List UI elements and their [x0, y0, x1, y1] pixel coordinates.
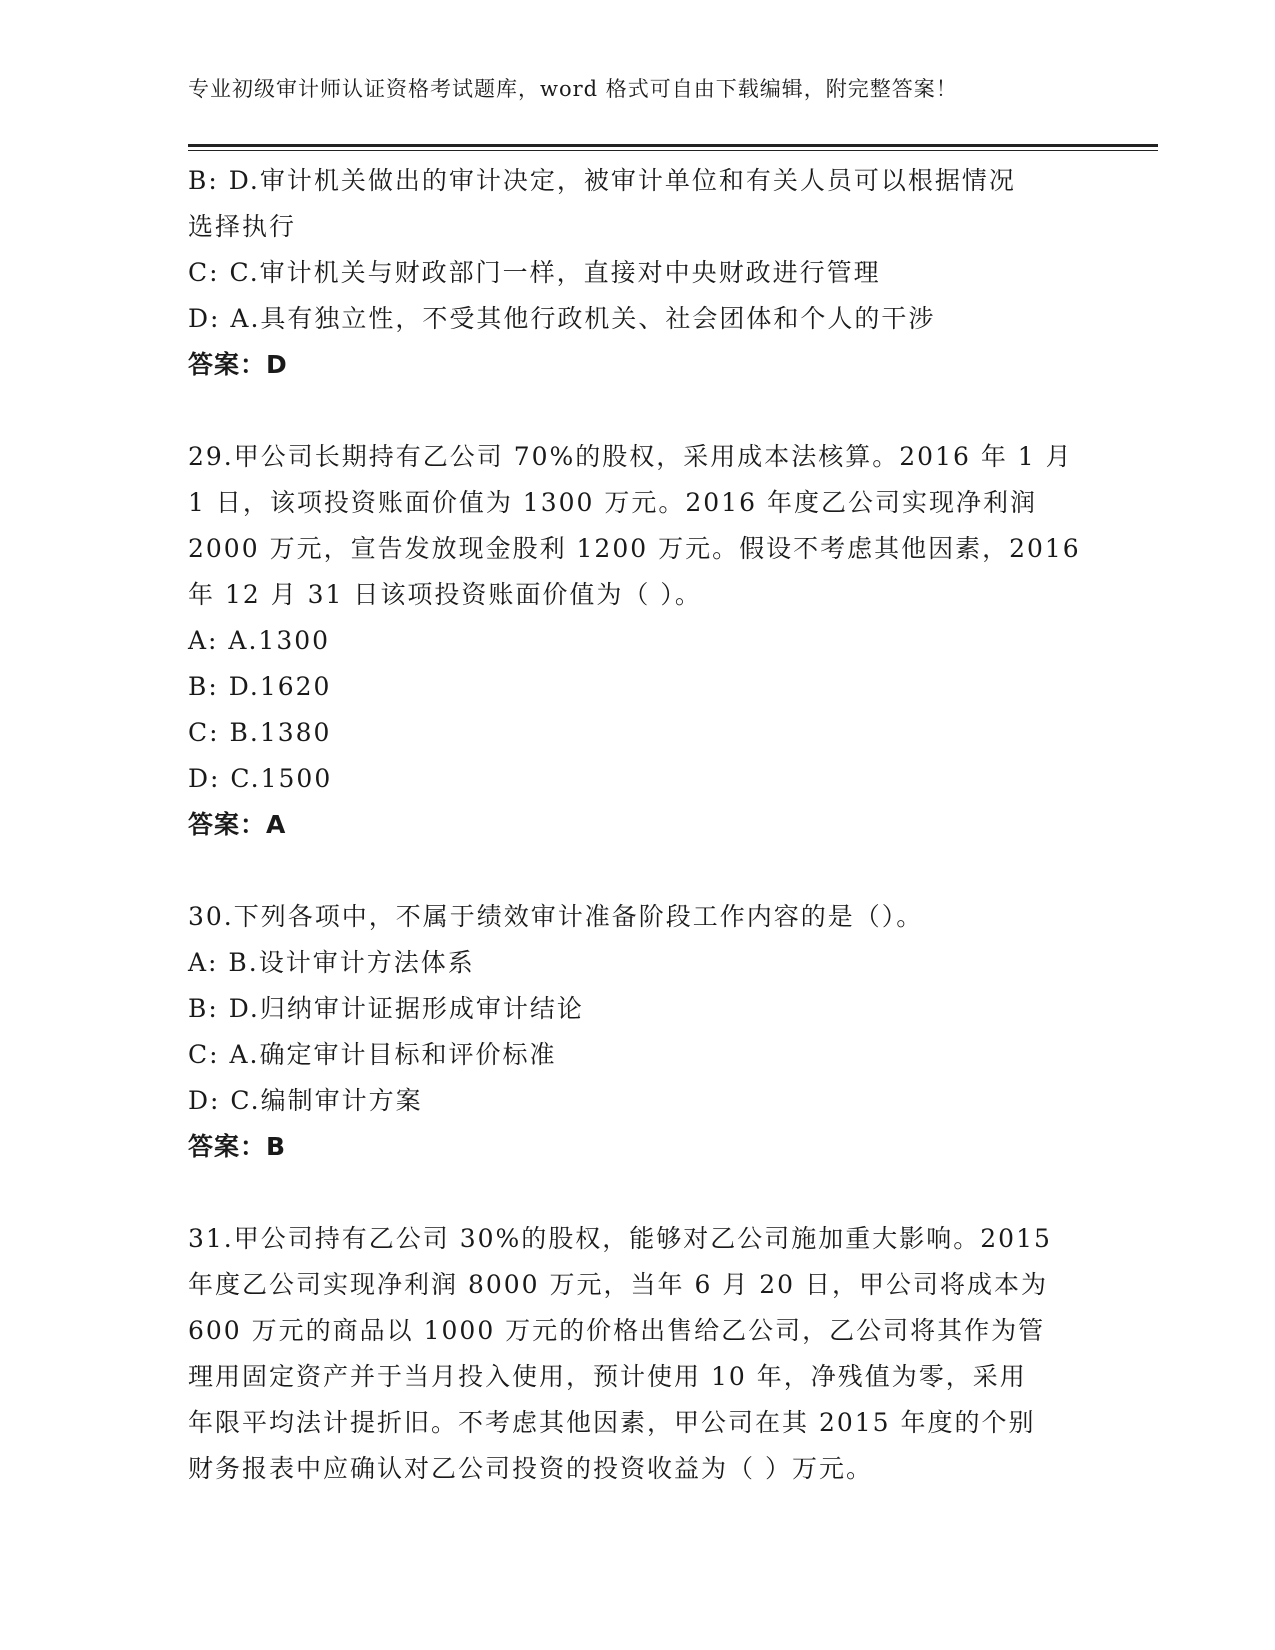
- option-b-line-1: B: D.审计机关做出的审计决定，被审计单位和有关人员可以根据情况: [188, 166, 1016, 195]
- question-29: [188, 434, 1088, 848]
- option-c: C: A.确定审计目标和评价标准: [188, 1040, 557, 1069]
- spacer: [188, 1170, 1088, 1216]
- question-stem-line: 理用固定资产并于当月投入使用，预计使用 10 年，净残值为零，采用: [188, 1362, 1027, 1391]
- option-d: D: C.1500: [188, 764, 333, 793]
- question-stem-line: 30.下列各项中，不属于绩效审计准备阶段工作内容的是（）。: [188, 902, 924, 931]
- question-stem-line: 年 12 月 31 日该项投资账面价值为（ ）。: [188, 580, 702, 609]
- question-stem-line: 1 日，该项投资账面价值为 1300 万元。2016 年度乙公司实现净利润: [188, 488, 1037, 517]
- page-header: 专业初级审计师认证资格考试题库，word 格式可自由下载编辑，附完整答案！: [188, 77, 958, 101]
- spacer: [188, 848, 1088, 894]
- header-rule-thick: [188, 144, 1158, 147]
- spacer: [188, 388, 1088, 434]
- question-content: [188, 158, 1088, 1492]
- question-28-tail: [188, 158, 1088, 388]
- option-a: A: A.1300: [188, 626, 331, 655]
- header-rule-thin: [188, 150, 1158, 151]
- question-30: [188, 894, 1088, 1170]
- option-b: B: D.归纳审计证据形成审计结论: [188, 994, 584, 1023]
- option-c: C: B.1380: [188, 718, 332, 747]
- option-b-line-2: 选择执行: [188, 212, 297, 241]
- answer: 答案：A: [188, 810, 287, 839]
- question-stem-line: 600 万元的商品以 1000 万元的价格出售给乙公司，乙公司将其作为管: [188, 1316, 1046, 1345]
- answer: 答案：D: [188, 350, 288, 379]
- question-31: [188, 1216, 1088, 1492]
- option-b: B: D.1620: [188, 672, 332, 701]
- question-stem-line: 31.甲公司持有乙公司 30%的股权，能够对乙公司施加重大影响。2015: [188, 1224, 1052, 1253]
- option-d: D: A.具有独立性，不受其他行政机关、社会团体和个人的干涉: [188, 304, 936, 333]
- question-stem-line: 财务报表中应确认对乙公司投资的投资收益为（ ）万元。: [188, 1454, 873, 1483]
- answer: 答案：B: [188, 1132, 287, 1161]
- question-stem-line: 29.甲公司长期持有乙公司 70%的股权，采用成本法核算。2016 年 1 月: [188, 442, 1073, 471]
- question-stem-line: 2000 万元，宣告发放现金股利 1200 万元。假设不考虑其他因素，2016: [188, 534, 1081, 563]
- question-stem-line: 年度乙公司实现净利润 8000 万元，当年 6 月 20 日，甲公司将成本为: [188, 1270, 1049, 1299]
- option-d: D: C.编制审计方案: [188, 1086, 423, 1115]
- option-a: A: B.设计审计方法体系: [188, 948, 475, 977]
- option-c: C: C.审计机关与财政部门一样，直接对中央财政进行管理: [188, 258, 881, 287]
- question-stem-line: 年限平均法计提折旧。不考虑其他因素，甲公司在其 2015 年度的个别: [188, 1408, 1036, 1437]
